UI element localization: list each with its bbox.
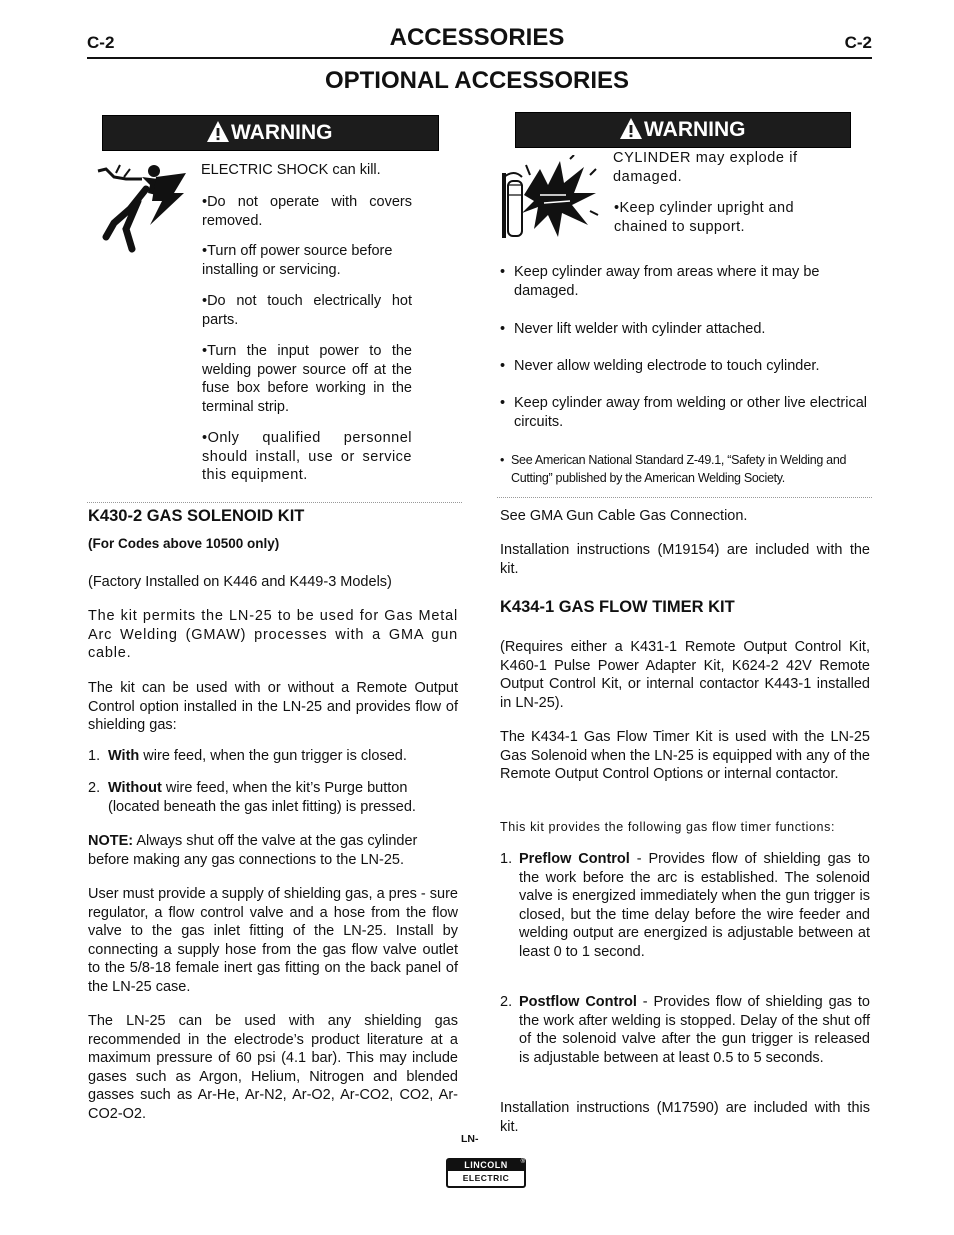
function-bold: Postflow Control: [519, 994, 637, 1010]
k434-intro: The K434-1 Gas Flow Timer Kit is used with the LN-25 Gas Solenoid when the LN-25 is equipped with any of the Remote Output Control Options or internal contactor.: [500, 729, 870, 783]
left-warning-heading: ELECTRIC SHOCK can kill.: [201, 162, 381, 178]
page-code-right: C-2: [844, 33, 872, 52]
k430-factory: (Factory Installed on K446 and K449-3 Models): [88, 574, 392, 590]
see-gma-connection: See GMA Gun Cable Gas Connection.: [500, 508, 748, 524]
logo-registered: ®: [520, 1159, 525, 1165]
k430-gases: The LN-25 can be used with any shielding gas recommended in the electrode’s product literature at a maximum pressure of 60 psi (4.1 bar). This may include gases such as Argon, Helium, Nitrogen and blended gasses such as Ar-He, Ar-N2, Ar-O2, Ar-CO2, CO2, Ar-CO2-O2.: [88, 1013, 458, 1122]
cylinder-bullet: • Keep cylinder away from welding or other live electrical circuits.: [500, 394, 870, 431]
logo-top: LINCOLN: [448, 1160, 524, 1171]
section-title: OPTIONAL ACCESSORIES: [324, 67, 630, 94]
ansi-note-text: See American National Standard Z-49.1, “Safety in Welding and Cutting” published by the American Welding Society.: [511, 453, 847, 485]
function-text: - Provides flow of shielding gas to the work before the arc is established. The solenoid valve is energized immediately when the gun trigger is closed, but the time delay before the wire feeder and welding output are energized is adjustable between at least 0 to 1 second.: [519, 851, 870, 960]
right-divider: [497, 497, 872, 498]
cylinder-bullet-text: Keep cylinder away from welding or other live electrical circuits.: [514, 395, 867, 430]
k434-requires: (Requires either a K431-1 Remote Output Control Kit, K460-1 Pulse Power Adapter Kit, K624-2 42V Remote Output Control Kit, or internal contactor K443-1 installed in LN-25).: [500, 639, 870, 711]
warning-triangle-icon: [206, 120, 230, 144]
k430-codes: (For Codes above 10500 only): [88, 536, 280, 551]
right-warning-label: WARNING: [644, 118, 746, 141]
header-rule: [87, 57, 872, 59]
right-warning-item: •Keep cylinder upright and chained to support.: [614, 200, 794, 235]
left-warning-item: •Do not operate with covers removed.: [202, 194, 412, 229]
k434-functions: This kit provides the following gas flow timer functions:: [500, 820, 836, 834]
k430-list-item: 2. Without wire feed, when the kit’s Purge button (located beneath the gas inlet fitting) is pressed.: [88, 780, 416, 815]
k430-options: The kit can be used with or without a Remote Output Control option installed in the LN-25 and provides flow of shielding gas:: [88, 680, 458, 734]
k430-note: [88, 832, 458, 869]
k430-title: K430-2 GAS SOLENOID KIT: [88, 507, 305, 525]
right-warning-bar: [515, 112, 851, 148]
cylinder-bullet-text: Keep cylinder away from areas where it may be damaged.: [514, 264, 820, 299]
note-text: Always shut off the valve at the gas cylinder before making any gas connections to the LN-25.: [88, 833, 418, 868]
install-m17590: Installation instructions (M17590) are included with this kit.: [500, 1100, 870, 1135]
ansi-note: • See American National Standard Z-49.1, “Safety in Welding and Cutting” published by the American Welding Society.: [500, 451, 870, 487]
left-warning-item: •Turn off power source before installing or servicing.: [202, 243, 393, 278]
k434-function-item: 1. Preflow Control - Provides flow of shielding gas to the work before the arc is established. The solenoid valve is energized immediately when the gun trigger is closed, but the time delay before the wire feeder and welding output are energized is adjustable between at least 0 to 1 second.: [500, 851, 870, 960]
k430-intro: The kit permits the LN-25 to be used for Gas Metal Arc Welding (GMAW) processes with a GMA gun cable.: [88, 608, 458, 662]
left-warning-label: WARNING: [231, 121, 333, 144]
left-warning-item: •Do not touch electrically hot parts.: [202, 293, 412, 328]
k434-title: K434-1 GAS FLOW TIMER KIT: [500, 598, 735, 616]
right-warning-heading: CYLINDER may explode if damaged.: [613, 150, 798, 185]
cylinder-bullet: • Never allow welding electrode to touch cylinder.: [500, 357, 870, 376]
left-warning-bar: [102, 115, 439, 151]
left-warning-item: •Only qualified personnel should install, use or service this equipment.: [202, 430, 412, 484]
cylinder-bullet-text: Never allow welding electrode to touch cylinder.: [514, 358, 820, 374]
left-divider: [87, 502, 462, 503]
logo-bottom: ELECTRIC: [462, 1173, 510, 1183]
function-bold: Preflow Control: [519, 851, 630, 867]
list-bold: Without: [108, 780, 162, 796]
list-text: wire feed, when the gun trigger is closed.: [139, 748, 407, 764]
electric-shock-icon: [96, 163, 192, 253]
model-footer: LN-: [461, 1133, 479, 1145]
cylinder-bullet: • Keep cylinder away from areas where it may be damaged.: [500, 263, 870, 300]
page-title: ACCESSORIES: [389, 24, 565, 51]
left-warning-item: •Turn the input power to the welding power source off at the fuse box before working in the terminal strip.: [202, 343, 412, 415]
cylinder-explosion-icon: [500, 155, 600, 240]
page-code-left: C-2: [87, 33, 115, 52]
k434-function-item: 2. Postflow Control - Provides flow of shielding gas to the work after welding is stopped. Delay of the shut off of the solenoid valve after the gun trigger is released is adjustable between at least 0.5 to 5 seconds.: [500, 994, 870, 1066]
install-m19154: Installation instructions (M19154) are included with the kit.: [500, 542, 870, 577]
warning-triangle-icon: [619, 117, 643, 141]
k430-supply: User must provide a supply of shielding gas, a pres - sure regulator, a flow control valve and a hose from the flow valve to the gas inlet fitting of the LN-25. Install by connecting a supply hose from the gas flow valve outlet to the 5/8-18 female inert gas fitting on the back panel of the LN-25 case.: [88, 886, 458, 995]
cylinder-bullet-text: Never lift welder with cylinder attached.: [514, 321, 766, 337]
function-text: - Provides flow of shielding gas to the work after welding is stopped. Delay of the shut off of the solenoid valve after the gun trigger is released is adjustable between at least 0.5 to 5 seconds.: [519, 994, 870, 1066]
k430-list-item: 1. With wire feed, when the gun trigger is closed.: [88, 748, 407, 764]
lincoln-electric-logo: [446, 1158, 526, 1188]
note-label: NOTE:: [88, 833, 134, 849]
list-bold: With: [108, 748, 140, 764]
list-text: wire feed, when the kit’s Purge button (located beneath the gas inlet fitting) is pressed.: [108, 780, 416, 815]
cylinder-bullet: • Never lift welder with cylinder attached.: [500, 320, 870, 339]
